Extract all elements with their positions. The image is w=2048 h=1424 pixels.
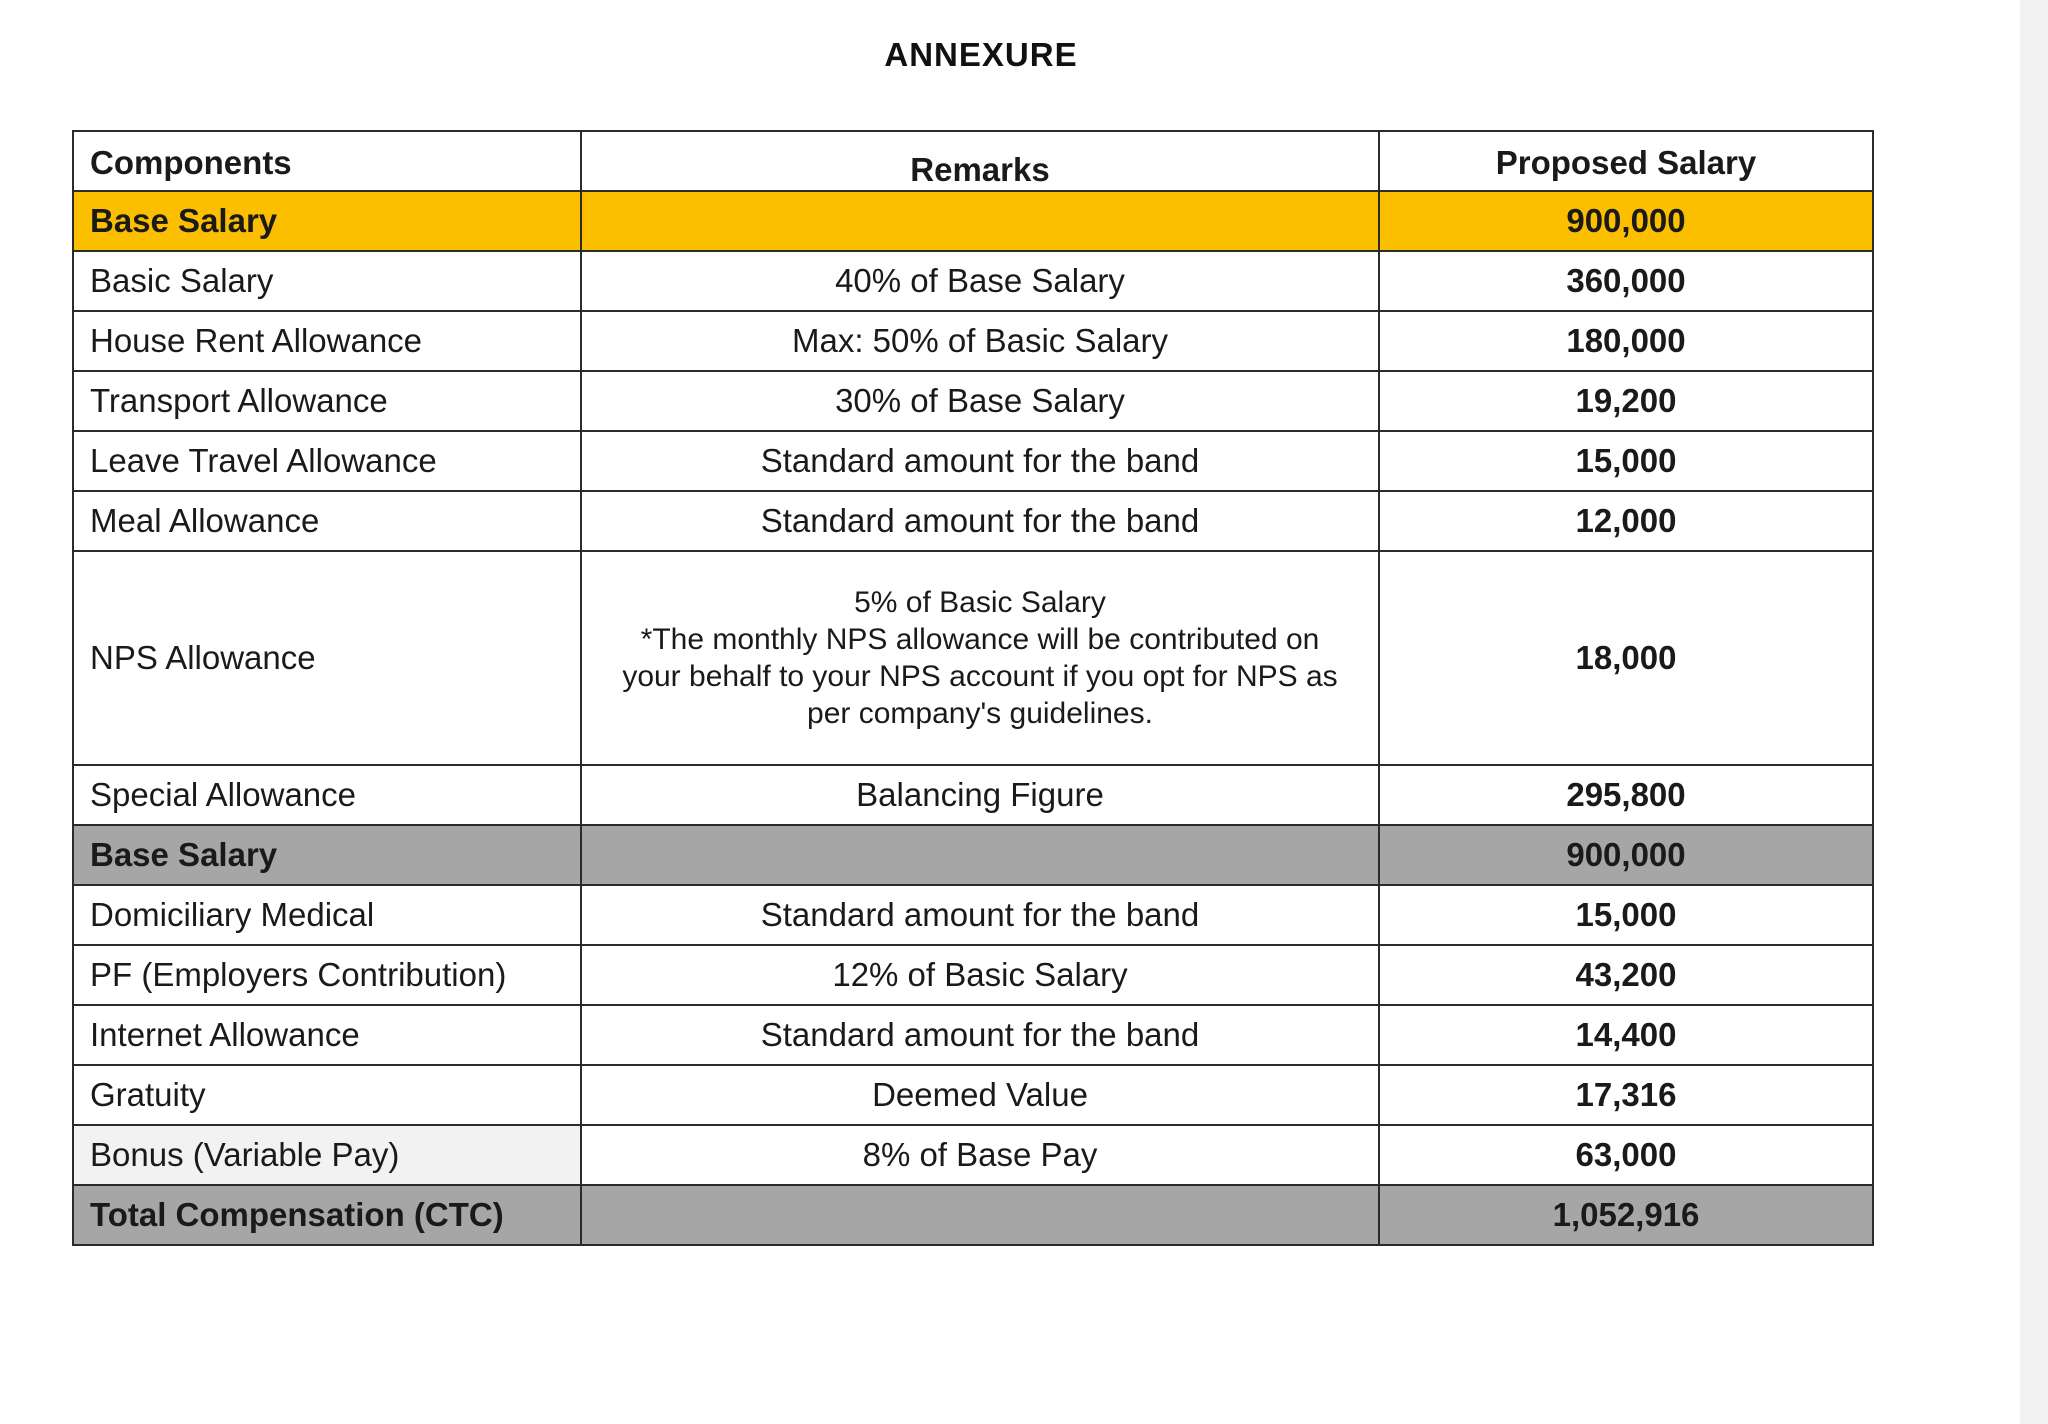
table-row [73, 431, 1873, 491]
component-cell: Bonus (Variable Pay) [73, 1125, 581, 1185]
component-cell: House Rent Allowance [73, 311, 581, 371]
salary-value-cell: 12,000 [1379, 491, 1873, 551]
remarks-cell: Standard amount for the band [581, 1005, 1379, 1065]
component-cell: Gratuity [73, 1065, 581, 1125]
remarks-cell [581, 825, 1379, 885]
salary-value-cell: 900,000 [1379, 191, 1873, 251]
component-cell: NPS Allowance [73, 551, 581, 765]
remarks-line: your behalf to your NPS account if you opt for NPS as [622, 660, 1338, 693]
component-cell: Domiciliary Medical [73, 885, 581, 945]
remarks-cell: Deemed Value [581, 1065, 1379, 1125]
salary-value-cell: 180,000 [1379, 311, 1873, 371]
remarks-cell: 8% of Base Pay [581, 1125, 1379, 1185]
component-cell: Leave Travel Allowance [73, 431, 581, 491]
component-cell: Total Compensation (CTC) [73, 1185, 581, 1245]
table-row [73, 1005, 1873, 1065]
salary-value-cell: 295,800 [1379, 765, 1873, 825]
total-value-cell: 1,052,916 [1379, 1185, 1873, 1245]
salary-value-cell: 43,200 [1379, 945, 1873, 1005]
remarks-cell: Balancing Figure [581, 765, 1379, 825]
salary-value-cell: 17,316 [1379, 1065, 1873, 1125]
remarks-cell: 30% of Base Salary [581, 371, 1379, 431]
table-row [73, 885, 1873, 945]
column-header-components: Components [73, 131, 581, 191]
page-edge [2020, 0, 2048, 1424]
table-row [73, 191, 1873, 251]
remarks-cell: Standard amount for the band [581, 431, 1379, 491]
salary-value-cell: 900,000 [1379, 825, 1873, 885]
column-header-remarks: Remarks [581, 131, 1379, 191]
remarks-cell: Standard amount for the band [581, 491, 1379, 551]
salary-value-cell: 63,000 [1379, 1125, 1873, 1185]
remarks-line: 5% of Basic Salary [854, 586, 1106, 619]
table-row [73, 945, 1873, 1005]
component-cell: Internet Allowance [73, 1005, 581, 1065]
table-row [73, 825, 1873, 885]
page-title: ANNEXURE [884, 36, 1078, 73]
column-header-proposed-salary: Proposed Salary [1379, 131, 1873, 191]
salary-value-cell: 360,000 [1379, 251, 1873, 311]
remarks-cell [581, 551, 1379, 765]
table-row [73, 371, 1873, 431]
salary-annexure-table [72, 130, 1874, 1246]
remarks-line: per company's guidelines. [807, 697, 1153, 730]
component-cell: Transport Allowance [73, 371, 581, 431]
remarks-cell: 40% of Base Salary [581, 251, 1379, 311]
table-header-row [73, 131, 1873, 191]
remarks-cell [581, 191, 1379, 251]
table-row [73, 491, 1873, 551]
table-row [73, 251, 1873, 311]
component-cell: Meal Allowance [73, 491, 581, 551]
table-row [73, 1065, 1873, 1125]
salary-value-cell: 14,400 [1379, 1005, 1873, 1065]
remarks-cell: Standard amount for the band [581, 885, 1379, 945]
table-row-total [73, 1185, 1873, 1245]
salary-value-cell: 18,000 [1379, 551, 1873, 765]
remarks-cell: 12% of Basic Salary [581, 945, 1379, 1005]
component-cell: Basic Salary [73, 251, 581, 311]
table-row [73, 765, 1873, 825]
salary-value-cell: 15,000 [1379, 885, 1873, 945]
remarks-cell: Max: 50% of Basic Salary [581, 311, 1379, 371]
remarks-line: *The monthly NPS allowance will be contributed on [640, 623, 1320, 656]
component-cell: PF (Employers Contribution) [73, 945, 581, 1005]
table-row [73, 1125, 1873, 1185]
component-cell: Base Salary [73, 191, 581, 251]
component-cell: Base Salary [73, 825, 581, 885]
table-row [73, 551, 1873, 765]
salary-value-cell: 19,200 [1379, 371, 1873, 431]
table-row [73, 311, 1873, 371]
component-cell: Special Allowance [73, 765, 581, 825]
remarks-cell [581, 1185, 1379, 1245]
salary-value-cell: 15,000 [1379, 431, 1873, 491]
